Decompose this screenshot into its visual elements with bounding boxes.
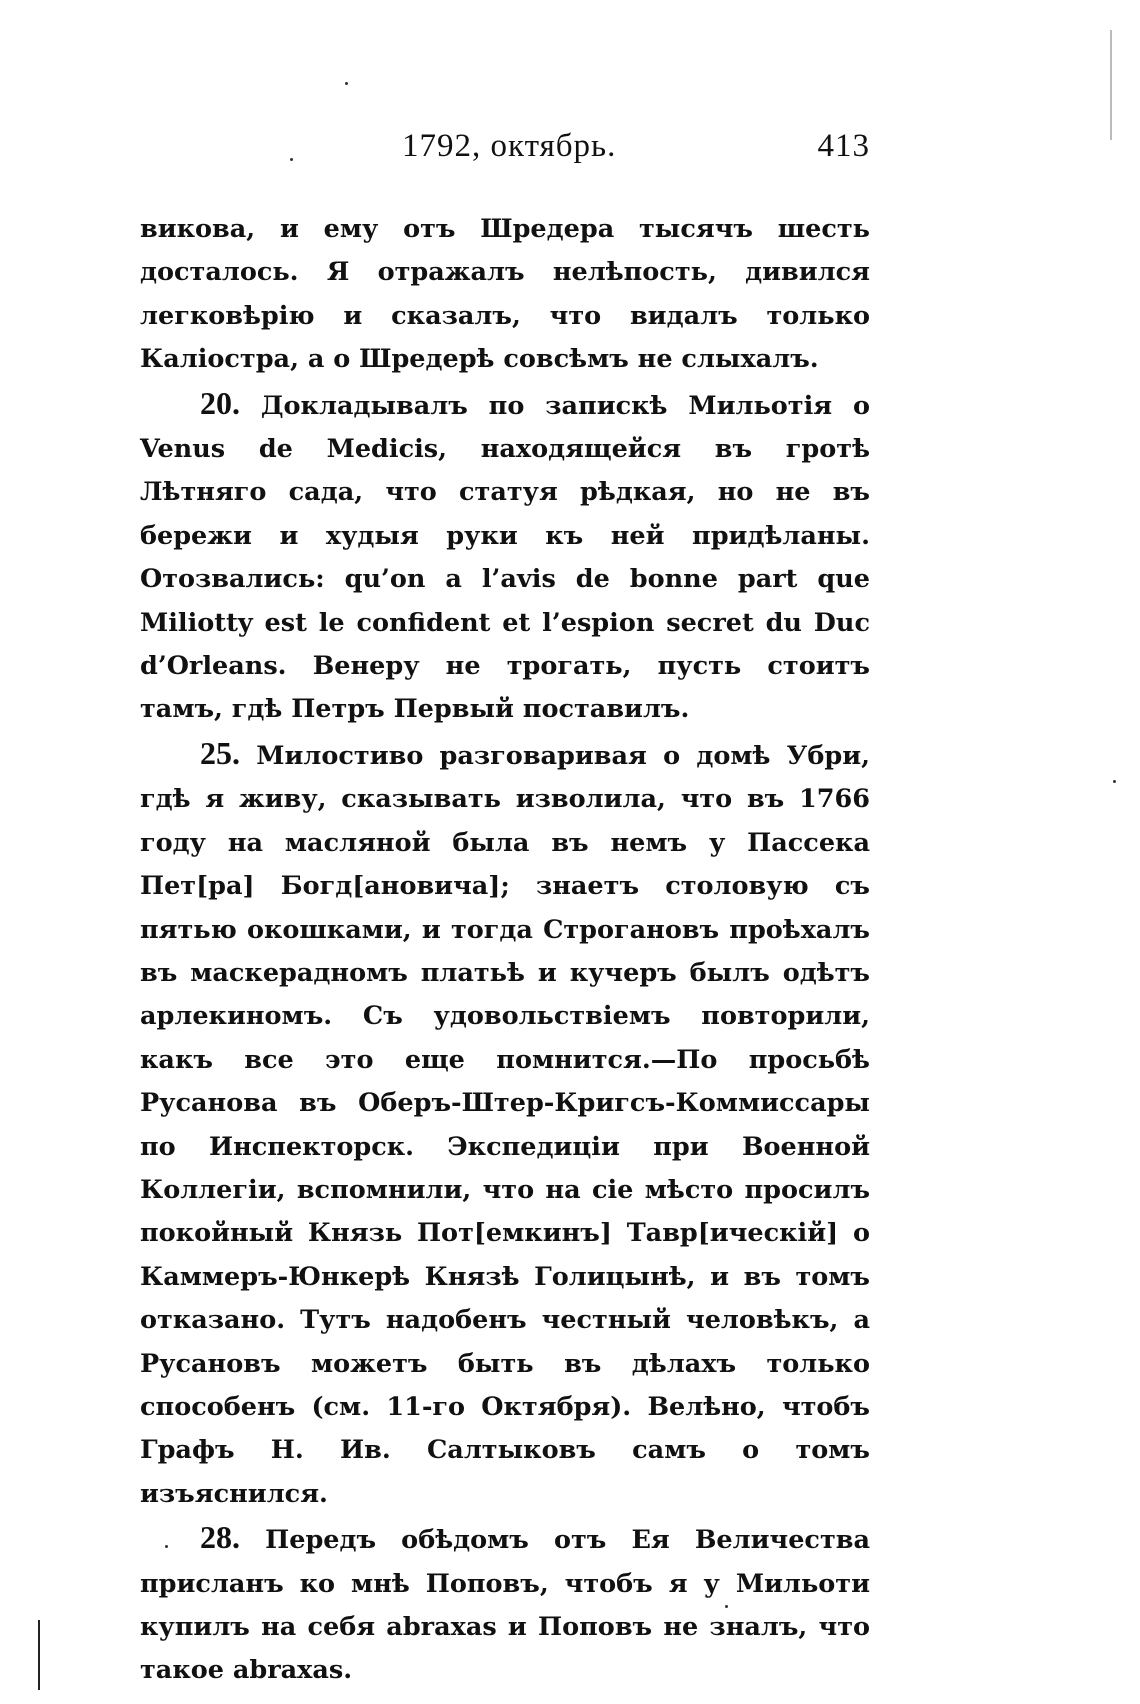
paragraph-text: Докладывалъ по запискѣ Мильотія о Venus de Medicis, находящейся въ гротѣ Лѣтняго сада, что статуя рѣдкая, но не въ бережи и худыя руки къ ней придѣланы. Отозвались: qu’on a l’avis de bonne part que Miliotty est le confident et l’espion secret du Duc d’Orleans. Венеру не трогать, пусть стоитъ тамъ, гдѣ Петръ Первый поставилъ.: [140, 390, 870, 725]
paragraph-text: викова, и ему отъ Шредера тысячъ шесть досталось. Я отражалъ нелѣпость, дивился легковѣрію и сказалъ, что видалъ только Каліостра, а о Шредерѣ совсѣмъ не слыхалъ.: [140, 214, 870, 375]
paragraph-entry-20: [140, 382, 870, 732]
scan-speck: [165, 1545, 168, 1548]
page-header: [140, 128, 870, 178]
running-title: 1792, октябрь.: [402, 128, 617, 164]
paragraph-text: Милостиво разговаривая о домѣ Убри, гдѣ я живу, сказывать изволила, что въ 1766 году на масляной была въ немъ у Пассека Пет[ра] Богд[ановича]; знаетъ столовую съ пятью окошками, и тогда Строгановъ проѣхалъ въ маскерадномъ платьѣ и кучеръ былъ одѣтъ арлекиномъ. Съ удовольствіемъ повторили, какъ все это еще помнится.—По просьбѣ Русанова въ Оберъ-Штер-Кригсъ-Коммиссары по Инспекторск. Экспедиціи при Военной Коллегіи, вспомнили, что на сіе мѣсто просилъ покойный Князь Пот[емкинъ] Тавр[ическій] о Каммеръ-Юнкерѣ Князѣ Голицынѣ, и въ томъ отказано. Тутъ надобенъ честный человѣкъ, а Русановъ можетъ быть въ дѣлахъ только способенъ (см. 11-го Октября). Велѣно, чтобъ Графъ Н. Ив. Салтыковъ самъ о томъ изъяснился.: [140, 740, 870, 1509]
body-text: [140, 208, 870, 1693]
entry-number: 25.: [200, 734, 240, 771]
paragraph-entry-25: [140, 732, 870, 1516]
scan-speck: [290, 158, 293, 161]
scan-edge-line: [1110, 30, 1112, 140]
entry-number: 20.: [200, 384, 240, 421]
paragraph-text: Передъ обѣдомъ отъ Ея Величества присланъ ко мнѣ Поповъ, чтобъ я у Мильоти купилъ на себя abraxas и Поповъ не зналъ, что такое abraxas.: [140, 1525, 870, 1686]
page-number: 413: [817, 128, 870, 164]
scan-speck: [725, 1605, 728, 1608]
scan-speck: [1113, 780, 1116, 783]
paragraph-entry-28: [140, 1516, 870, 1693]
paragraph-continuation: [140, 208, 870, 382]
scan-speck: [345, 82, 348, 85]
entry-number: 28.: [200, 1519, 240, 1556]
scan-edge-line: [38, 1620, 40, 1690]
